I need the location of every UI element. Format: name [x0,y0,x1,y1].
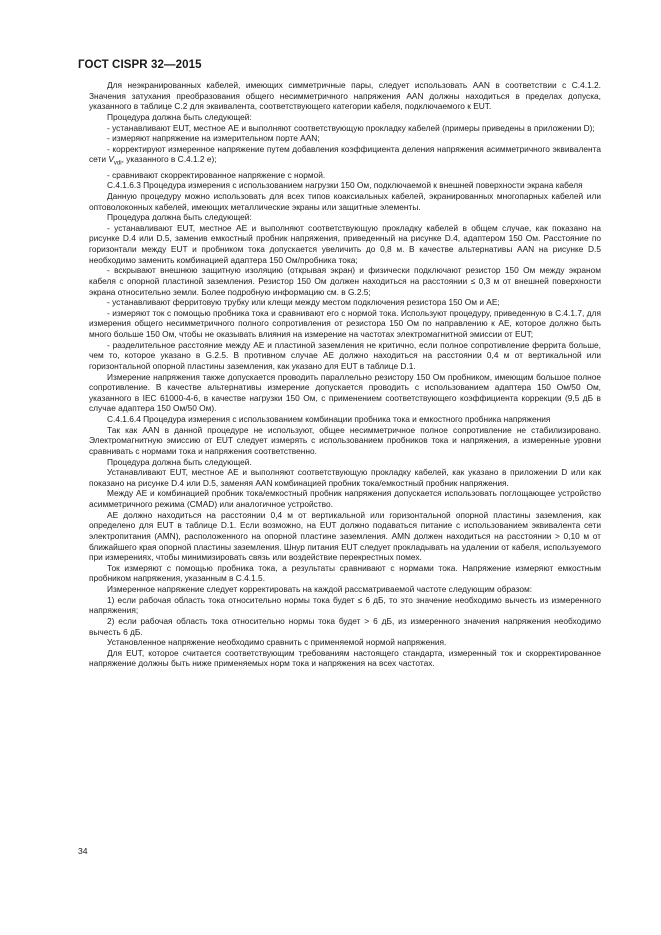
list-item: - сравнивают скорректированное напряжение с нормой. [107,169,326,180]
list-item: - устанавливают ферритовую трубку или клещи между местом подключения резистора 150 Ом и AE; [107,297,500,308]
paragraph: Ток измеряют с помощью пробника тока, а результаты сравнивают с нормами тока. Напряжение измеряют емкостным пробником напряжения, указанным в С.4.1.5. [89,562,601,584]
paragraph: AE должно находиться на расстоянии 0,4 м от вертикальной или горизонтальной опорной пластины заземления, как определено для EUT в таблице D.1. Если возможно, на EUT должно подаваться питание с использованием эквивалента сети электропитания (AMN), расположенного на опорной пластине заземления. AMN должен находиться на расстоянии > 0,10 м от ближайшего края опорной пластины заземления. Шнур питания EUT следует прокладывать на удалении от кабеля, используемого при измерениях, чтобы минимизировать связь или воздействие перекрестных помех. [89,509,601,563]
page-number: 34 [78,846,88,856]
list-item: - измеряют ток с помощью пробника тока и сравнивают его с нормой тока. Используют процедуру, приведенную в С.4.1.7, для измерения общего несимметричного полного сопротивления от резистора 150 Ом по направлению к AE, которое должно быть много больше 150 Ом, чтобы не оказывать влияния на измерение на частотах электромагнитной эмиссии от EUT; [89,307,601,340]
list-item: - корректируют измеренное напряжение путем добавления коэффициента деления напряжения асимметричного эквивалента сети $V_{vdi}$, указанного в С.4.1.2 е); [89,143,601,168]
body-text [89,80,601,669]
paragraph: Между AE и комбинацией пробник тока/емкостный пробник напряжения допускается использовать поглощающее устройство асимметричного режима (CMAD) или аналогичное устройство. [89,488,601,510]
list-item: - устанавливают EUT, местное AE и выполняют соответствующую прокладку кабелей (примеры приведены в приложении D); [107,122,595,133]
paragraph: Устанавливают EUT, местное AE и выполняют соответствующую прокладку кабелей, как указано в приложении D или как показано на рисунке D.4 или D.5, заменяя AAN комбинацией пробник тока/емкостный пробник напряжения. [89,467,601,488]
paragraph: Процедура должна быть следующей: [107,212,252,223]
paragraph: Измеренное напряжение следует корректировать на каждой рассматриваемой частоте следующим образом: [107,584,533,595]
list-item: - разделительное расстояние между AE и пластиной заземления не критично, если полное сопротивление феррита больше, чем то, которое указано в G.2.5. В противном случае AE должно находиться на расстоянии 0,4 м от вертикальной или горизонтальной опорной пластины заземления, как указано для EUT в таблице D.1. [89,339,601,371]
section-heading: С.4.1.6.4 Процедура измерения с использованием комбинации пробника тока и емкостного пробника напряжения [107,414,551,425]
list-item: 1) если рабочая область тока относительно нормы тока будет ≤ 6 дБ, то это значение необходимо вычесть из измеренного напряжения; [89,594,601,616]
document-header: ГОСТ CISPR 32—2015 [78,59,202,71]
list-item: - вскрывают внешнюю защитную изоляцию (открывая экран) и физически подключают резистор 150 Ом между экраном кабеля с опорной пластиной заземления. Резистор 150 Ом должен находиться на расстоянии ≤ 0,3 м от внешней поверхности экрана относительно земли. Более подробную информацию см. в G.2.5; [89,265,601,297]
paragraph: Так как AAN в данной процедуре не используют, общее несимметричное полное сопротивление не стабилизировано. Электромагнитную эмиссию от EUT следует измерять с использованием пробников тока и напряжения, а измеренные уровни сравнивать с нормами тока и напряжения соответственно. [89,424,601,456]
paragraph: Установленное напряжение необходимо сравнить с применяемой нормой напряжения. [107,637,447,648]
paragraph: Данную процедуру можно использовать для всех типов коаксиальных кабелей, экранированных многопарных кабелей или оптоволоконных кабелей, имеющих металлические экраны или защитные элементы. [89,190,601,212]
list-item: 2) если рабочая область тока относительно нормы тока будет > 6 дБ, из измеренного значения напряжения необходимо вычесть 6 дБ. [89,615,601,637]
paragraph: Процедура должна быть следующей: [107,111,252,122]
paragraph: Для EUT, которое считается соответствующим требованиям настоящего стандарта, измеренный ток и скорректированное напряжение должны быть ниже применяемых норм тока и напряжения на всех частотах. [89,647,601,669]
paragraph: Измерение напряжения также допускается проводить параллельно резистору 150 Ом пробником, имеющим большое полное сопротивление. В качестве альтернативы измерение допускается проводить с использованием адаптера 150 Ом/50 Ом, указанного в IEC 61000-4-6, в качестве нагрузки 150 Ом, с применением соответствующего коэффициента коррекции (9,5 дБ в случае адаптера 150 Ом/50 Ом). [89,371,601,414]
paragraph: Для неэкранированных кабелей, имеющих симметричные пары, следует использовать AAN в соответствии с С.4.1.2. Значения затухания преобразования общего несимметричного напряжения AAN должны находиться в пределах допуска, указанного в таблице С.2 для эквивалента, соответствующего категории кабеля, подключаемого к EUT. [89,80,601,112]
list-item: - измеряют напряжение на измерительном порте AAN; [107,133,320,144]
section-heading: С.4.1.6.3 Процедура измерения с использованием нагрузки 150 Ом, подключаемой к внешней поверхности экрана кабеля [107,180,583,191]
paragraph: Процедура должна быть следующей. [107,456,252,467]
list-item: - устанавливают EUT, местное AE и выполняют соответствующую прокладку кабелей в общем случае, как показано на рисунке D.4 или D.5, заменив емкостный пробник напряжения, приведенный на рисунке D.4, адаптером 150 Ом. Расстояние по горизонтали между EUT и пробником тока допускается увеличить до 0,8 м. В качестве альтернативы AAN на рисунке D.5 необходимо заменить комбинацией адаптера 150 Ом/пробника тока; [89,222,601,265]
